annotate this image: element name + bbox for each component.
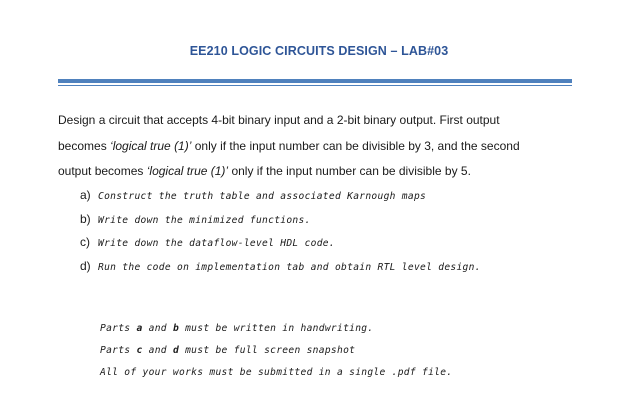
task-item-b <box>80 207 481 231</box>
intro-line-1: Design a circuit that accepts 4-bit binary input and a 2-bit binary output. First output <box>58 113 500 127</box>
title-rule-thin <box>58 85 572 86</box>
note-text: Parts <box>100 323 137 334</box>
task-text: Construct the truth table and associated Karnough maps <box>98 191 427 202</box>
task-marker: c) <box>80 235 90 249</box>
note-text: must be written in handwriting. <box>179 323 374 334</box>
title-rule-thick <box>58 79 572 83</box>
note-part-letter: c <box>136 345 143 356</box>
intro-line-3-pre: output becomes <box>58 164 147 178</box>
task-text: Write down the minimized functions. <box>98 214 311 226</box>
task-item-d <box>80 254 481 278</box>
task-marker: d) <box>80 258 91 273</box>
note-part-letter: a <box>136 323 143 334</box>
intro-line-2-post: only if the input number can be divisible by 3, and the second <box>191 138 520 153</box>
task-item-c <box>80 230 481 254</box>
note-handwriting <box>100 318 452 340</box>
task-item-a <box>80 183 481 207</box>
intro-paragraph <box>58 108 578 185</box>
intro-line-2-pre: becomes <box>58 138 111 153</box>
note-text: and <box>142 345 173 356</box>
note-text: Parts <box>100 345 137 356</box>
note-part-letter: b <box>172 323 180 334</box>
submission-notes <box>100 318 452 384</box>
task-text: Run the code on implementation tab and obtain RTL level design. <box>98 261 481 273</box>
note-text: must be full screen snapshot <box>179 345 356 356</box>
task-text: Write down the dataflow-level HDL code. <box>98 238 335 249</box>
note-part-letter: d <box>172 345 180 356</box>
note-text: and <box>142 323 173 334</box>
document-title: EE210 LOGIC CIRCUITS DESIGN – LAB#03 <box>189 44 449 58</box>
note-snapshot <box>100 340 452 362</box>
task-list <box>80 183 481 277</box>
intro-line-3-italic: ‘logical true (1)’ <box>146 164 229 178</box>
intro-line-3-post: only if the input number can be divisible by 5. <box>228 164 471 178</box>
intro-line-2-italic: ‘logical true (1)’ <box>110 138 192 153</box>
task-marker: a) <box>80 188 91 202</box>
task-marker: b) <box>80 211 91 226</box>
note-pdf-submission: All of your works must be submitted in a single .pdf file. <box>100 367 453 378</box>
